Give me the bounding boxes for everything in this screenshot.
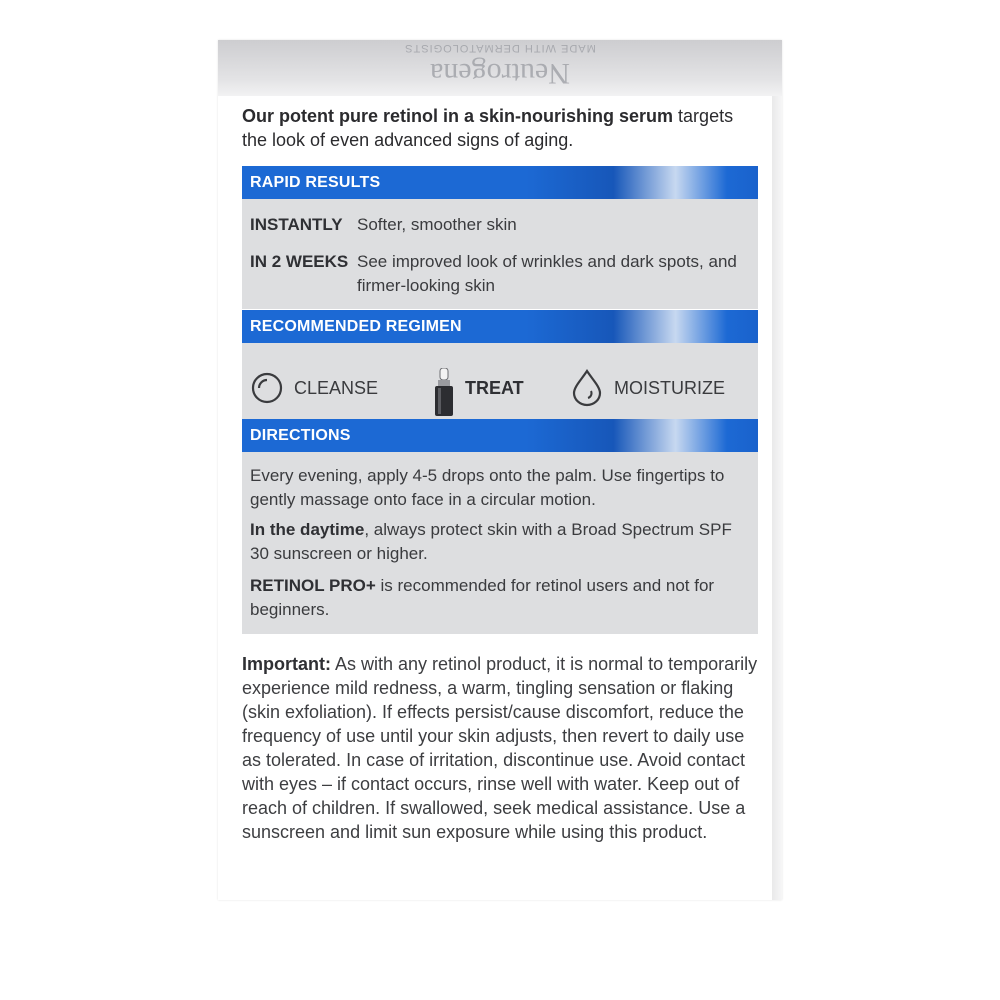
result-text: See improved look of wrinkles and dark spots, and firmer-looking skin — [357, 252, 737, 295]
result-label: INSTANTLY — [250, 215, 343, 234]
dropper-bottle-icon — [433, 368, 455, 416]
box-side-edge — [772, 40, 782, 900]
mirrored-brand-print — [218, 42, 782, 88]
intro-bold: Our potent pure retinol in a skin-nourishing serum — [242, 106, 674, 126]
directions-paragraph-3 — [250, 574, 750, 622]
regimen-step-treat — [433, 368, 524, 408]
regimen-step-moisturize — [570, 368, 725, 408]
regimen-label: MOISTURIZE — [614, 377, 725, 398]
brand-logo: Neutrogena — [430, 57, 570, 90]
directions-daytime-text: , always protect skin with a Broad Spectrum SPF 30 sunscreen or higher. — [250, 520, 732, 563]
regimen-label: CLEANSE — [294, 377, 379, 398]
intro-rest: targets the look of even advanced signs of aging. — [242, 106, 734, 150]
directions-product-text: is recommended for retinol users and not for beginners. — [250, 576, 715, 619]
regimen-step-cleanse — [250, 368, 378, 408]
regimen-label: TREAT — [465, 377, 524, 398]
important-label: Important: — [242, 654, 331, 674]
result-label: IN 2 WEEKS — [250, 252, 349, 271]
regimen-header: RECOMMENDED REGIMEN — [242, 310, 758, 343]
intro-statement — [242, 104, 762, 152]
directions-daytime-bold: In the daytime — [250, 520, 365, 539]
important-warning — [242, 652, 762, 844]
brand-tagline: MADE WITH DERMATOLOGISTS — [404, 42, 596, 54]
directions-paragraph-1: Every evening, apply 4-5 drops onto the palm. Use fingertips to gently massage onto face in a circular motion. — [250, 466, 725, 509]
result-row-2-weeks — [250, 250, 737, 295]
directions-paragraph-2 — [250, 518, 750, 566]
directions-header: DIRECTIONS — [242, 419, 758, 452]
result-row-instantly — [250, 213, 517, 237]
droplet-icon — [570, 369, 604, 407]
rapid-results-header: RAPID RESULTS — [242, 166, 758, 199]
result-text: Softer, smoother skin — [357, 215, 517, 234]
important-text: As with any retinol product, it is normal to temporarily experience mild redness, a warm, tingling sensation or flaking (skin exfoliation). If effects persist/cause discomfort, reduce the frequency of use until your skin adjusts, then revert to daily use as tolerated. In case of irritation, discontinue use. Avoid contact with eyes – if contact occurs, rinse well with water. Keep out of reach of children. If swallowed, seek medical assistance. Use a sunscreen and limit sun exposure while using this product. — [242, 654, 758, 842]
box-top-flap — [218, 40, 782, 96]
cleanse-circle-icon — [250, 371, 284, 405]
directions-product-bold: RETINOL PRO+ — [250, 576, 376, 595]
